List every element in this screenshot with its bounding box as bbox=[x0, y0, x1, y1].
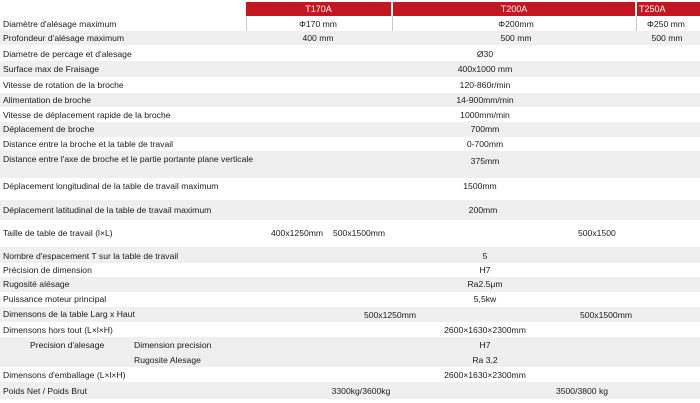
row-label: Puissance moteur principal bbox=[3, 294, 107, 304]
row-spindle-speed bbox=[0, 77, 700, 93]
row-label: Nombre d'espacement T sur la table de travail bbox=[3, 251, 179, 261]
column-divider bbox=[246, 16, 247, 31]
row-value: 375mm bbox=[470, 156, 500, 166]
value-t200a: 3500/3800 kg bbox=[555, 386, 609, 396]
row-label: Dimensons d'emballage (L×l×H) bbox=[3, 370, 126, 380]
row-value: 2600×1630×2300mm bbox=[444, 370, 526, 380]
column-divider bbox=[636, 16, 637, 31]
value-t250a: Φ250 mm bbox=[647, 19, 685, 29]
row-value: 5,5kw bbox=[473, 294, 497, 304]
row-label: Dimensons de la table Larg x Haut bbox=[3, 309, 135, 319]
row-value: 400x1000 mm bbox=[457, 64, 513, 74]
row-value: 0-700mm bbox=[466, 139, 504, 149]
row-value: H7 bbox=[479, 265, 491, 275]
row-label: Rugosité alésage bbox=[3, 279, 70, 289]
value-t170a: 400 mm bbox=[302, 33, 334, 43]
header-t170a: T170A bbox=[246, 2, 391, 16]
row-label: Diametre de percage et d'alesage bbox=[3, 49, 132, 59]
row-distance-axis bbox=[0, 151, 700, 178]
sub-value-precision: H7 bbox=[479, 340, 491, 350]
row-latitudinal-travel bbox=[0, 200, 700, 220]
header-t250a: T250A bbox=[637, 2, 700, 16]
row-label: Poids Net / Poids Brut bbox=[3, 386, 88, 396]
value-t200a: 500 mm bbox=[500, 33, 532, 43]
row-roughness bbox=[0, 277, 700, 292]
value-t170a: Φ170 mm bbox=[299, 19, 337, 29]
row-value: Ra2.5μm bbox=[467, 279, 503, 289]
row-label: Precision d'alesage bbox=[30, 340, 105, 350]
row-label: Taille de table de travail (l×L) bbox=[3, 228, 113, 238]
row-label: Dimensons hors tout (L×l×H) bbox=[3, 325, 113, 335]
row-value: 700mm bbox=[470, 124, 500, 134]
row-longitudinal-travel bbox=[0, 178, 700, 200]
row-t-slots bbox=[0, 247, 700, 263]
row-motor-power bbox=[0, 292, 700, 307]
sub-value-roughness: Ra 3,2 bbox=[472, 355, 498, 365]
row-value: 120-860r/min bbox=[459, 80, 511, 90]
value-t250a: 500 mm bbox=[651, 33, 683, 43]
row-packing-dimensions bbox=[0, 367, 700, 382]
row-label: Déplacement latitudinal de la table de travail maximum bbox=[3, 205, 212, 215]
row-label: Profondeur d'alésage maximum bbox=[3, 33, 125, 43]
row-value: 5 bbox=[482, 251, 488, 261]
row-value: 200mm bbox=[468, 205, 498, 215]
row-label: Précision de dimension bbox=[3, 265, 92, 275]
value-t170a: 400x1250mm bbox=[271, 228, 324, 238]
row-label: Vitesse de déplacement rapide de la broche bbox=[3, 110, 171, 120]
row-precision bbox=[0, 263, 700, 277]
row-drill-diameter bbox=[0, 46, 700, 61]
value-t250a: 500x1500 bbox=[578, 228, 616, 238]
row-bore-precision bbox=[0, 337, 700, 367]
row-table-dimensions bbox=[0, 307, 700, 322]
row-label: Diamètre d'alésage maximum bbox=[3, 19, 117, 29]
value-t200a: 500x1500mm bbox=[333, 228, 386, 238]
row-label: Distance entre l'axe de broche et le partie portante plane verticale bbox=[3, 154, 254, 164]
row-label: Surface max de Fraisage bbox=[3, 64, 100, 74]
row-weight bbox=[0, 382, 700, 399]
row-label: Déplacement de broche bbox=[3, 124, 95, 134]
row-spindle-travel bbox=[0, 122, 700, 137]
row-bore-depth bbox=[0, 31, 700, 45]
value-t200a: 500x1500mm bbox=[579, 310, 633, 320]
row-value: 14-900mm/min bbox=[456, 95, 514, 105]
row-label: Alimentation de broche bbox=[3, 95, 91, 105]
row-bore-diameter bbox=[0, 16, 700, 32]
row-overall-dimensions bbox=[0, 322, 700, 337]
value-t200a: Φ200mm bbox=[498, 19, 534, 29]
row-distance-table bbox=[0, 137, 700, 151]
header-t200a: T200A bbox=[393, 2, 635, 16]
row-rapid-speed bbox=[0, 107, 700, 122]
row-value: Ø30 bbox=[476, 49, 494, 59]
row-table-size bbox=[0, 220, 700, 246]
row-spindle-feed bbox=[0, 93, 700, 107]
sub-label-precision: Dimension precision bbox=[134, 340, 212, 350]
row-value: 2600×1630×2300mm bbox=[444, 325, 526, 335]
row-milling-surface bbox=[0, 61, 700, 77]
sub-label-roughness: Rugosite Alesage bbox=[134, 355, 201, 365]
row-label: Déplacement longitudinal de la table de travail maximum bbox=[3, 181, 219, 191]
column-divider bbox=[392, 16, 393, 31]
row-value: 1500mm bbox=[463, 181, 497, 191]
row-label: Distance entre la broche et la table de travail bbox=[3, 139, 174, 149]
value-t170a: 500x1250mm bbox=[363, 310, 417, 320]
row-value: 1000mm/min bbox=[460, 110, 510, 120]
row-label: Vitesse de rotation de la broche bbox=[3, 80, 124, 90]
value-t170a: 3300kg/3600kg bbox=[331, 386, 391, 396]
